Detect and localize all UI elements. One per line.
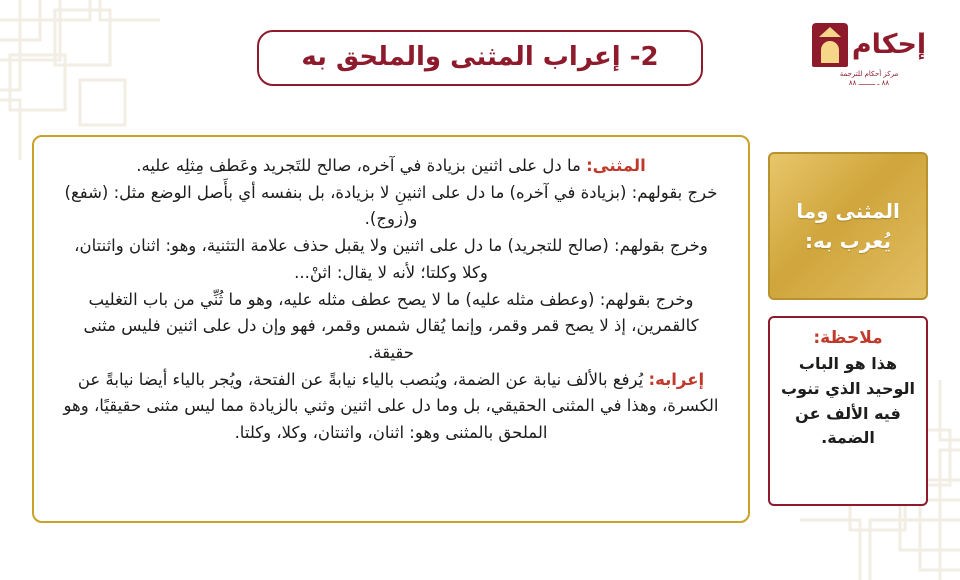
definition-text: ما دل على اثنين بزيادة في آخره، صالح للتَجريد وعَطف مِثلِه عليه. <box>136 156 587 175</box>
note-box <box>768 316 928 506</box>
logo-subtitle-line2: ٨٨ ـ ــــــــ ٨٨ <box>848 78 890 87</box>
lesson-content-card <box>32 135 750 523</box>
page-title-container <box>0 30 960 86</box>
definition-label: المثنى: <box>586 156 646 175</box>
exclusion-paragraph-1: خرج بقولهم: (بزيادة في آخره) ما دل على اثنينِ لا بزيادة، بل بنفسه أي بأَصل الوضع مثل: (شفع) و(زوج). <box>64 182 718 229</box>
logo-subtitle-line1: مركز أحكام للترجمة <box>839 69 899 78</box>
exclusion-paragraph-3: وخرج بقولهم: (وعطف مثله عليه) ما لا يصح عطف مثله عليه، وهو ما ثُنِّي من باب التغليب كالقمرين، إذ لا يصح قمر وقمر، وإنما يُقال شمس وقمر، فهو وإن دل على اثنين فليس مثنى حقيقة. <box>83 289 699 363</box>
section-heading-text: المثنى وما يُعرب به: <box>796 199 900 253</box>
logo-wordmark: إحكام <box>851 29 927 61</box>
page-title: 2- إعراب المثنى والملحق به <box>301 42 659 72</box>
note-title: ملاحظة: <box>813 328 883 348</box>
exclusion-paragraph-2: وخرج بقولهم: (صالح للتجريد) ما دل على اثنين ولا يقبل حذف علامة التثنية، وهو: اثنان واثنتان، وكلا وكلتا؛ لأنه لا يقال: اثنْ... <box>74 236 708 282</box>
section-heading-box <box>768 152 928 300</box>
irab-label: إعرابه: <box>648 369 705 389</box>
note-body: هذا هو الباب الوحيد الذي تنوب فيه الألف عن الضمة. <box>780 354 915 448</box>
irab-paragraph <box>60 367 722 447</box>
irab-text: يُرفع بالألف نيابة عن الضمة، ويُنصب بالياء نيابةً عن الفتحة، ويُجر بالياء أيضا نيابةً عن الكسرة، وهذا في المثنى الحقيقي، بل وما دل على اثنين وثني بالزيادة مما ليس مثنى حقيقيًا، وهو الملحق بالمثنى وهو: اثنان، واثنتان، وكلا، وكلتا. <box>63 369 719 443</box>
page-title-box <box>257 30 702 86</box>
definition-paragraph <box>60 153 722 180</box>
